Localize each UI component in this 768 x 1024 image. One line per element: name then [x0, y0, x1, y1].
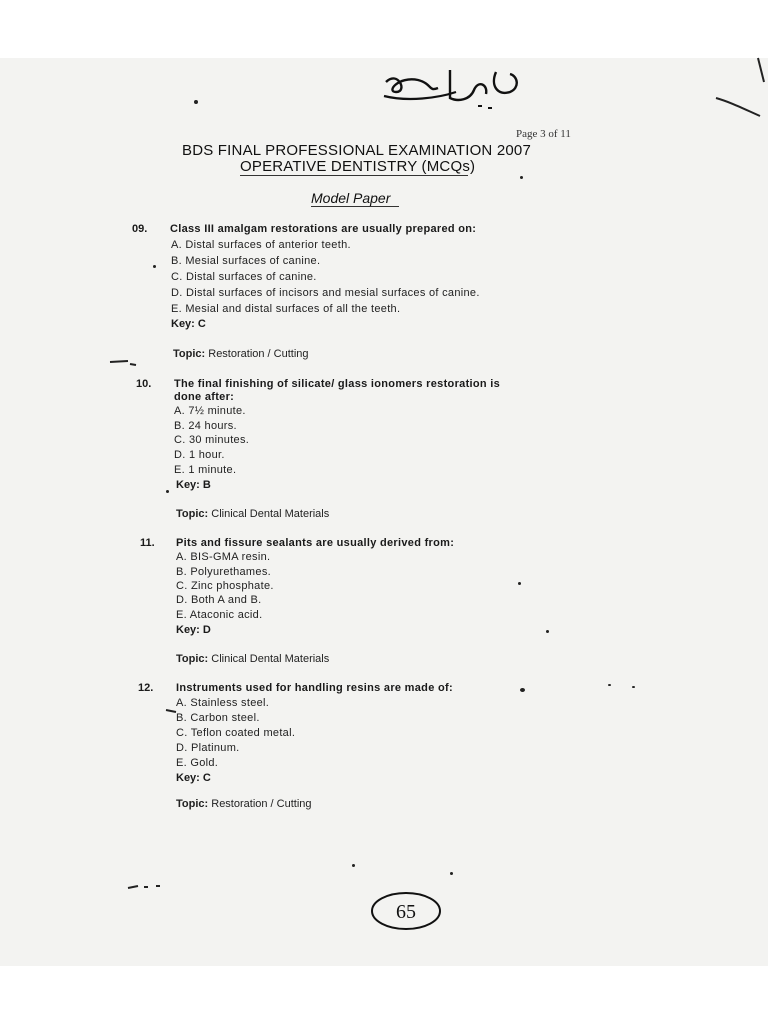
scan-margin-bottom [0, 966, 768, 1024]
option-a: A. 7½ minute. [174, 405, 246, 417]
question-text-line-2: done after: [174, 391, 235, 403]
option-d: D. Distal surfaces of incisors and mesial surfaces of canine. [171, 287, 480, 299]
scan-speck [450, 872, 453, 875]
exam-subtitle: OPERATIVE DENTISTRY (MCQs) [240, 158, 476, 175]
topic: Topic: Clinical Dental Materials [176, 653, 330, 665]
exam-title: BDS FINAL PROFESSIONAL EXAMINATION 2007 [182, 142, 532, 159]
scan-speck [166, 490, 169, 493]
question-number: 11. [140, 537, 155, 549]
option-e: E. Ataconic acid. [176, 609, 263, 621]
option-d: D. Platinum. [176, 742, 240, 754]
topic: Topic: Restoration / Cutting [173, 348, 309, 360]
option-a: A. BIS-GMA resin. [176, 551, 271, 563]
option-c: C. Zinc phosphate. [176, 580, 274, 592]
topic: Topic: Clinical Dental Materials [176, 508, 330, 520]
option-c: C. 30 minutes. [174, 434, 250, 446]
scan-mark [126, 880, 166, 894]
option-d: D. 1 hour. [174, 449, 225, 461]
topic: Topic: Restoration / Cutting [176, 798, 312, 810]
scan-speck [520, 688, 525, 692]
question-number: 10. [136, 378, 152, 390]
scan-speck [153, 265, 156, 268]
scan-mark [712, 90, 764, 126]
paper-type-underline [311, 206, 399, 207]
circled-stamp [366, 888, 446, 934]
subtitle-underline [240, 175, 468, 176]
answer-key: Key: C [171, 318, 206, 330]
option-e: E. Gold. [176, 757, 219, 769]
scan-speck [608, 684, 611, 686]
question-text: Class III amalgam restorations are usually prepared on: [170, 223, 477, 235]
option-e: E. 1 minute. [174, 464, 237, 476]
scan-margin-top [0, 0, 768, 58]
question-number: 09. [132, 223, 148, 235]
scan-speck [520, 176, 523, 179]
option-b: B. 24 hours. [174, 420, 237, 432]
option-b: B. Polyurethames. [176, 566, 271, 578]
answer-key: Key: D [176, 624, 211, 636]
scan-speck [518, 582, 521, 585]
scan-speck [194, 100, 198, 104]
stamp-number: 65 [396, 901, 416, 923]
scan-speck [352, 864, 355, 867]
question-number: 12. [138, 682, 154, 694]
scan-speck [546, 630, 549, 633]
option-e: E. Mesial and distal surfaces of all the teeth. [171, 303, 401, 315]
page-number: Page 3 of 11 [516, 128, 571, 140]
paper-type: Model Paper [311, 190, 391, 206]
question-text: Pits and fissure sealants are usually derived from: [176, 537, 455, 549]
question-text: Instruments used for handling resins are made of: [176, 682, 453, 694]
option-c: C. Distal surfaces of canine. [171, 271, 317, 283]
option-d: D. Both A and B. [176, 594, 262, 606]
option-a: A. Stainless steel. [176, 697, 270, 709]
option-b: B. Mesial surfaces of canine. [171, 255, 321, 267]
scan-speck [632, 686, 635, 688]
option-c: C. Teflon coated metal. [176, 727, 296, 739]
scan-mark [756, 56, 768, 86]
handwritten-signature [378, 62, 528, 114]
option-b: B. Carbon steel. [176, 712, 260, 724]
answer-key: Key: B [176, 479, 211, 491]
scan-mark [108, 356, 138, 368]
option-a: A. Distal surfaces of anterior teeth. [171, 239, 351, 251]
scan-mark [164, 706, 178, 716]
answer-key: Key: C [176, 772, 211, 784]
question-text-line-1: The final finishing of silicate/ glass ionomers restoration is [174, 378, 501, 390]
